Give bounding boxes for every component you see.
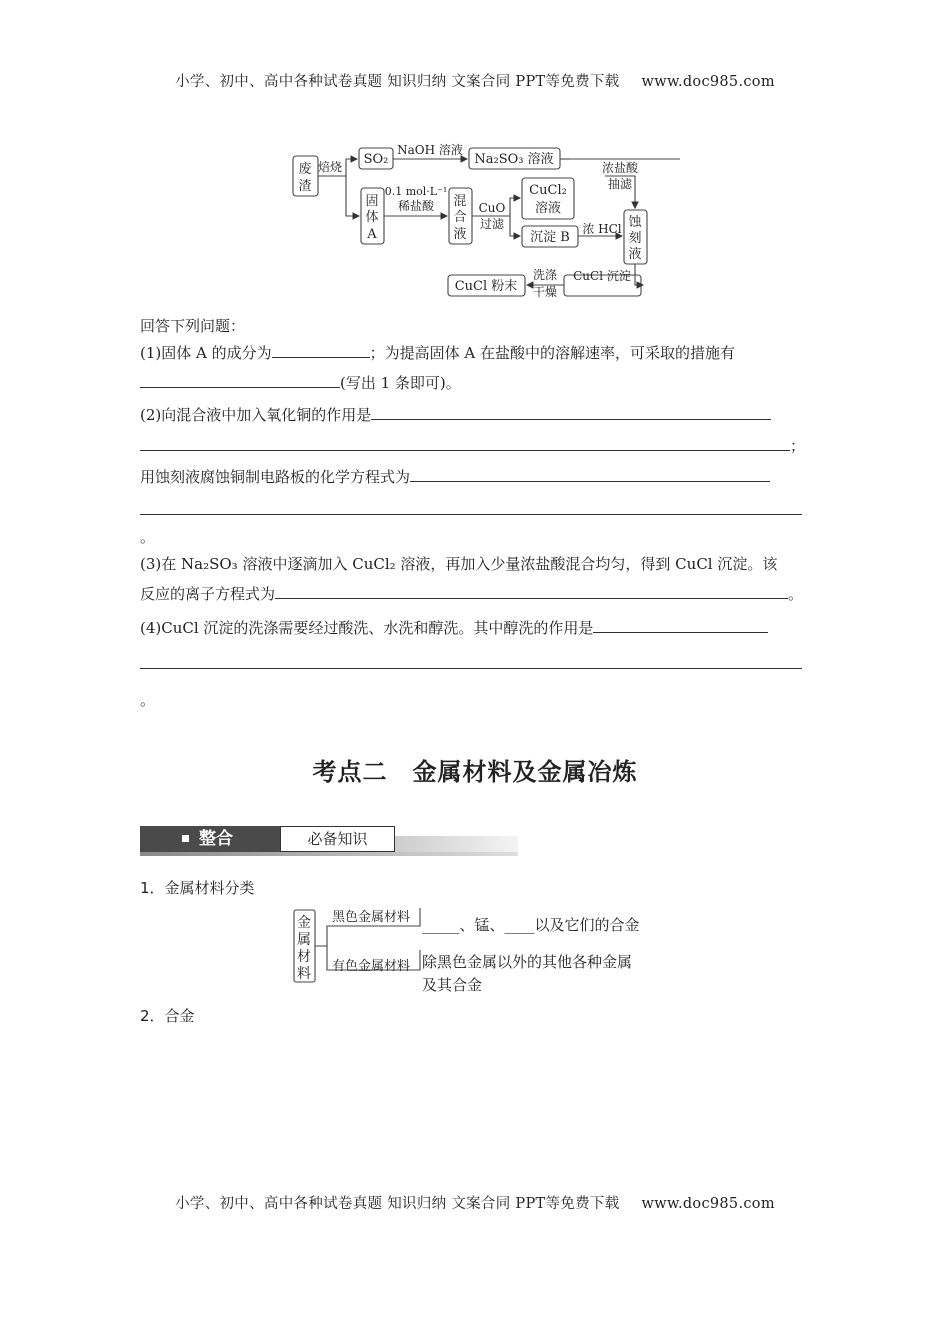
footer-text: 小学、初中、高中各种试卷真题 知识归纳 文案合同 PPT等免费下载 [175,1196,620,1212]
q4-blank-1[interactable] [593,618,768,633]
page-footer [0,1192,950,1213]
label-na2so3: Na₂SO₃ 溶液 [474,152,554,167]
label-naoh: NaOH 溶液 [397,143,463,157]
banner-sub: 必备知识 [280,826,395,852]
label-cuo: CuO [478,201,506,215]
label-cucl-ppt: CuCl 沉淀 [573,269,631,283]
q2-semicolon: ； [790,437,806,455]
label-etch-3: 液 [628,247,642,262]
q3-period: 。 [788,585,804,603]
question-2-line-1 [140,405,771,425]
question-2-line-2 [140,436,805,456]
q1-prompt-3: (写出 1 条即可)。 [340,374,461,392]
header-site: www.doc985.com [641,74,775,90]
label-conc-hcl2: 浓 HCl [582,222,622,236]
root-char-1: 金 [297,915,311,931]
question-3-line-2 [140,584,803,604]
label-etch-1: 蚀 [628,215,642,230]
root-char-4: 料 [297,966,311,982]
label-dry: 干燥 [532,285,558,299]
q1-prompt-2: ；为提高固体 A 在盐酸中的溶解速率，可采取的措施有 [369,344,735,362]
label-solid-a-3: A [367,227,377,242]
header-text: 小学、初中、高中各种试卷真题 知识归纳 文案合同 PPT等免费下载 [175,74,620,90]
label-conc-hcl: 浓盐酸 [601,161,639,175]
label-waste-2: 渣 [298,179,312,194]
q3-prompt: 反应的离子方程式为 [140,585,276,603]
question-2-line-3 [140,467,770,487]
label-solid-a-2: 体 [365,210,379,225]
q2-blank-2[interactable] [140,436,790,451]
question-3-line-1: (3)在 Na₂SO₃ 溶液中逐滴加入 CuCl₂ 溶液，再加入少量浓盐酸混合均匀，得到 CuCl 沉淀。该 [140,555,778,573]
label-so2: SO₂ [363,152,389,167]
label-filter: 过滤 [479,217,505,231]
label-dilute-hcl: 稀盐酸 [397,199,435,213]
q2-prompt-2: 用蚀刻液腐蚀铜制电路板的化学方程式为 [140,468,411,486]
banner-main: 整合 [140,826,280,852]
ferrous-desc: _____、锰、____以及它们的合金 [422,916,640,934]
q4-prompt: (4)CuCl 沉淀的洗涤需要经过酸洗、水洗和醇洗。其中醇洗的作用是 [140,619,594,637]
questions-intro: 回答下列问题： [140,317,246,335]
label-solution: 溶液 [534,201,562,216]
q2-blank-1[interactable] [371,405,771,420]
label-solid-a-1: 固 [365,194,379,209]
root-char-2: 属 [297,932,311,948]
label-etch-2: 刻 [628,231,642,246]
label-cucl-powder: CuCl 粉末 [454,279,518,294]
footer-site: www.doc985.com [641,1196,775,1212]
label-ppt-b: 沉淀 B [530,230,570,245]
root-char-3: 材 [297,949,311,965]
q3-blank[interactable] [275,584,788,599]
page-header [0,70,950,91]
q4-blank-2[interactable] [140,668,802,669]
section-banner [140,826,518,856]
label-mix-1: 混 [453,194,467,209]
metal-classification-diagram [292,904,662,998]
ferrous-label: 黑色金属材料 [332,910,411,925]
q4-period: 。 [140,691,156,709]
question-1-line-2 [140,373,461,393]
q2-prompt: (2)向混合液中加入氧化铜的作用是 [140,406,372,424]
item-2-heading: 2．合金 [140,1007,195,1025]
label-mix-2: 合 [453,210,467,225]
q1-prompt: (1)固体 A 的成分为 [140,344,272,362]
section-title: 考点二 金属材料及金属冶炼 [312,758,638,786]
question-1-line-1 [140,343,735,363]
q1-blank-2[interactable] [140,373,340,388]
label-cucl2: CuCl₂ [529,183,567,198]
label-roast: 焙烧 [317,160,343,174]
nonferrous-label: 有色金属材料 [332,959,411,974]
q2-period: 。 [140,528,156,546]
nonferrous-desc-1: 除黑色金属以外的其他各种金属 [422,953,633,971]
question-4-line-1 [140,618,768,638]
label-suction: 抽滤 [607,177,633,191]
nonferrous-desc-2: 及其合金 [422,976,483,994]
item-1-heading: 1．金属材料分类 [140,879,255,897]
process-flow-diagram [280,138,680,300]
q2-blank-3[interactable] [410,467,770,482]
label-waste-1: 废 [298,162,312,177]
label-wash: 洗涤 [532,268,558,282]
label-mix-3: 液 [453,227,467,242]
q2-blank-4[interactable] [140,514,802,515]
q1-blank-1[interactable] [272,343,370,358]
label-acid-conc: 0.1 mol·L⁻¹ [384,185,448,198]
